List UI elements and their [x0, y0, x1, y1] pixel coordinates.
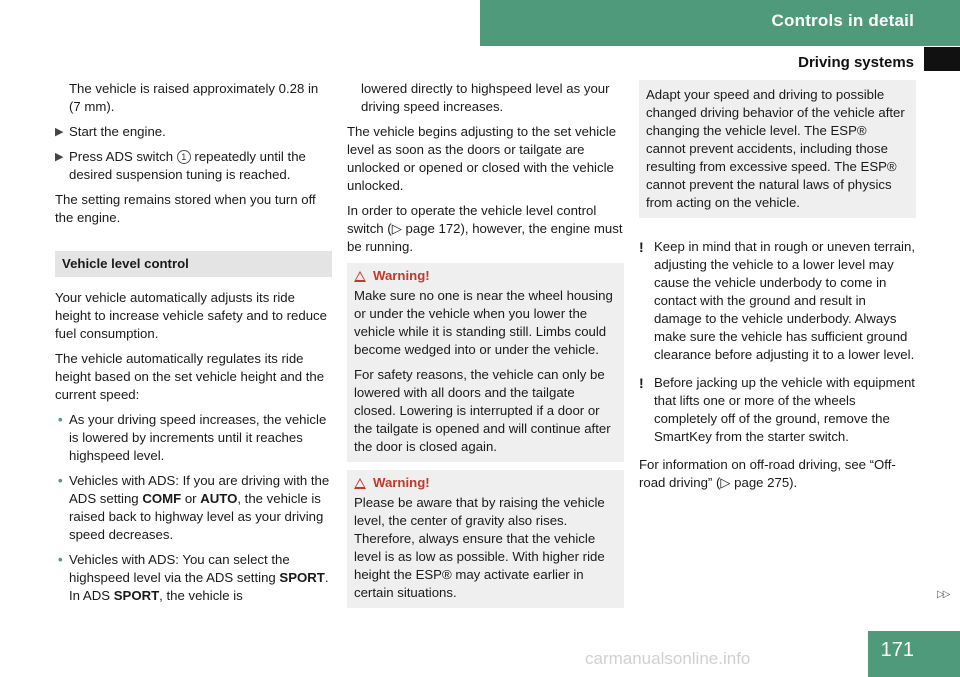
step-text: Start the engine.	[69, 124, 166, 139]
step-arrow-icon: ▶	[55, 151, 64, 163]
list-item-text: , the vehicle is	[159, 588, 243, 603]
warning-triangle-icon	[354, 478, 366, 489]
list-item	[55, 411, 332, 465]
step-text: Press ADS switch	[69, 149, 174, 164]
section-heading: Vehicle level control	[55, 251, 332, 277]
column-middle	[347, 80, 624, 616]
list-item-text: . In ADS	[69, 570, 329, 603]
section-tab-marker	[924, 47, 960, 71]
page-number-badge	[868, 631, 960, 677]
chapter-title: Controls in detail	[771, 11, 914, 30]
header-bar	[480, 0, 960, 46]
ads-setting-comf: COMF	[142, 491, 182, 506]
paragraph: The vehicle begins adjusting to the set vehicle level as soon as the doors or tailgate are unlocked or opened or closed with the vehicle unlocked.	[347, 124, 617, 193]
warning-box	[347, 470, 624, 608]
list-item-text: or	[184, 491, 197, 506]
exclamation-icon: !	[639, 239, 644, 255]
list-item	[55, 551, 332, 605]
warning-header	[354, 474, 617, 492]
ads-setting-sport: SPORT	[113, 588, 160, 603]
step-arrow-icon: ▶	[55, 126, 64, 138]
caution-box: Adapt your speed and driving to possible changed driving behavior of the vehicle after changing the vehicle level. The ESP® cannot prevent accidents, including those resulting from excessive speed. The ESP® cannot prevent the natural laws of physics from acting on the vehicle.	[639, 80, 916, 218]
warning-triangle-icon	[354, 271, 366, 282]
callout-number: 1	[177, 150, 191, 164]
column-right	[639, 80, 916, 499]
warning-text: Make sure no one is near the wheel housing or under the vehicle when you lower the vehicle while it is standing still. Limbs could become wedged into or under the vehicle.	[354, 288, 613, 357]
continue-arrow-icon: ▷▷	[937, 589, 949, 600]
watermark-text: carmanualsonline.info	[585, 649, 751, 668]
stored-paragraph: The setting remains stored when you turn off the engine.	[55, 192, 316, 225]
intro-paragraph: The vehicle is raised approximately 0.28 in (7 mm).	[69, 81, 319, 114]
paragraph: In order to operate the vehicle level control switch (▷ page 172), however, the engine must be running.	[347, 203, 623, 254]
bullet-icon: •	[58, 552, 63, 567]
note-item	[639, 374, 916, 446]
paragraph: Your vehicle automatically adjusts its ride height to increase vehicle safety and to reduce fuel consumption.	[55, 290, 327, 341]
step-text-cont: repeatedly until the desired suspension tuning is reached.	[69, 149, 306, 182]
list-item-text: Vehicles with ADS: If you are driving with the ADS setting	[69, 473, 330, 506]
note-text: Keep in mind that in rough or uneven terrain, adjusting the vehicle to a lower level may cause the vehicle underbody to come in contact with the ground and result in damage to the vehicle underbody. Always make sure the vehicle has sufficient ground clearance before adjusting it to a lower level.	[654, 239, 915, 362]
warning-box	[347, 263, 624, 462]
exclamation-icon: !	[639, 375, 644, 391]
page-number: 171	[880, 639, 914, 661]
list-item	[55, 472, 332, 544]
ads-setting-sport: SPORT	[279, 570, 325, 585]
warning-text: For safety reasons, the vehicle can only be lowered with all doors and the tailgate closed. Lowering is interrupted if a door or the tailgate is opened and will continue after the door is closed again.	[354, 367, 611, 454]
ads-setting-auto: AUTO	[200, 491, 238, 506]
bullet-icon: •	[58, 412, 63, 427]
step-press-ads	[55, 148, 332, 184]
bullet-icon: •	[58, 473, 63, 488]
warning-title: Warning!	[373, 268, 430, 283]
continued-paragraph: lowered directly to highspeed level as your driving speed increases.	[361, 81, 610, 114]
offroad-paragraph: For information on off-road driving, see “Off-road driving” (▷ page 275).	[639, 457, 896, 490]
warning-header	[354, 267, 617, 285]
warning-text: Please be aware that by raising the vehicle level, the center of gravity also rises. Therefore, always ensure that the vehicle level is as low as possible. With higher ride height the ESP® may activate earlier in certain situations.	[354, 495, 605, 600]
list-item-text: As your driving speed increases, the vehicle is lowered by increments until it reaches highspeed level.	[69, 412, 327, 463]
warning-title: Warning!	[373, 475, 430, 490]
note-item	[639, 238, 916, 364]
note-text: Before jacking up the vehicle with equipment that lifts one or more of the wheels completely off of the ground, remove the SmartKey from the starter switch.	[654, 375, 915, 444]
column-left	[55, 80, 332, 612]
list-item-text: , the vehicle is raised back to highway level as your driving speed decreases.	[69, 491, 324, 542]
paragraph: The vehicle automatically regulates its ride height based on the set vehicle height and the current speed:	[55, 351, 325, 402]
step-start-engine	[55, 123, 332, 141]
list-item-text: Vehicles with ADS: You can select the highspeed level via the ADS setting	[69, 552, 290, 585]
section-title: Driving systems	[798, 54, 914, 71]
